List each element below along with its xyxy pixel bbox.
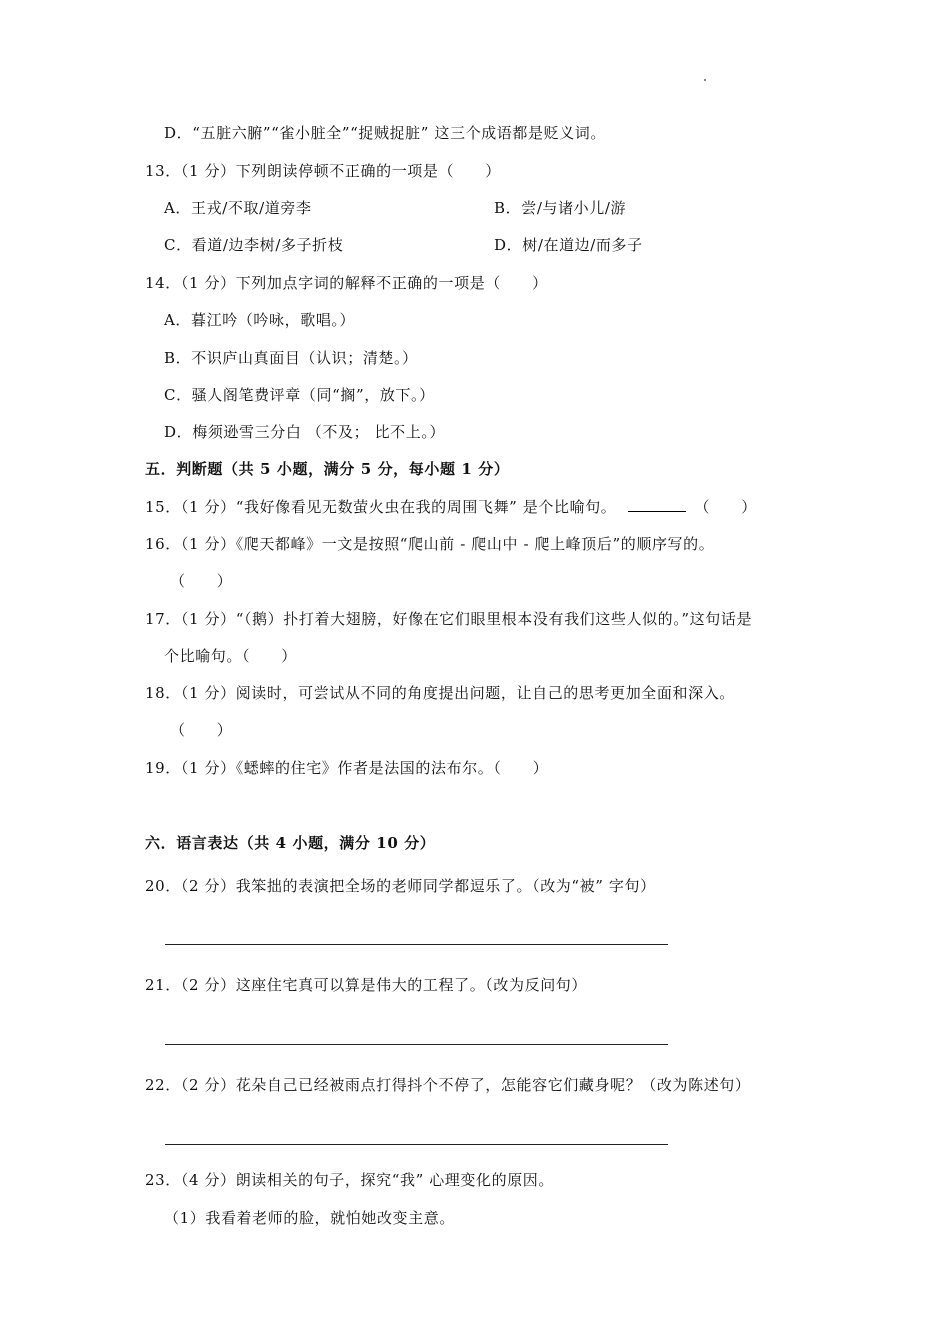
- q13-option-d: D．树/在道边/而多子: [494, 236, 643, 254]
- q15: [145, 497, 757, 517]
- q16-paren: （ ）: [170, 572, 233, 590]
- q18-stem: 18．（1 分）阅读时，可尝试从不同的角度提出问题，让自己的思考更加全面和深入。: [145, 684, 735, 702]
- q17-stem: 17．（1 分）“（鹅）扑打着大翅膀，好像在它们眼里根本没有我们这些人似的。”这句话是: [145, 610, 753, 628]
- q22-stem: 22．（2 分）花朵自己已经被雨点打得抖个不停了，怎能容它们藏身呢？（改为陈述句）: [145, 1076, 751, 1094]
- q23-sub-1: （1）我看着老师的脸，就怕她改变主意。: [164, 1209, 455, 1227]
- q20-answer-line[interactable]: [165, 944, 668, 945]
- section-5-title: 五．判断题（共 5 小题，满分 5 分，每小题 1 分）: [145, 460, 510, 478]
- page-mark: [704, 79, 706, 81]
- q21-stem: 21．（2 分）这座住宅真可以算是伟大的工程了。（改为反问句）: [145, 976, 588, 994]
- q23-stem: 23．（4 分）朗读相关的句子，探究“我” 心理变化的原因。: [145, 1171, 555, 1189]
- q14-option-d: D．梅须逊雪三分白 （不及； 比不上。）: [164, 423, 446, 441]
- q15-paren: （ ）: [694, 498, 757, 516]
- q15-stem: 15．（1 分）“我好像看见无数萤火虫在我的周围飞舞” 是个比喻句。: [145, 498, 617, 516]
- q12-option-d: D．“五脏六腑”“雀小脏全”“捉贼捉脏” 这三个成语都是贬义词。: [164, 124, 607, 142]
- q16-stem: 16．（1 分）《爬天都峰》一文是按照“爬山前 - 爬山中 - 爬上峰顶后”的顺序写的。: [145, 535, 715, 553]
- q21-answer-line[interactable]: [165, 1044, 668, 1045]
- q14-stem: 14．（1 分）下列加点字词的解释不正确的一项是（ ）: [145, 274, 548, 292]
- q19-stem: 19．（1 分）《蟋蟀的住宅》作者是法国的法布尔。（ ）: [145, 759, 549, 777]
- q17-cont: 个比喻句。（ ）: [164, 647, 297, 665]
- q14-option-a: A．暮江吟（吟咏，歌唱。）: [164, 311, 356, 329]
- q15-answer-blank[interactable]: [628, 497, 686, 512]
- q20-stem: 20．（2 分）我笨拙的表演把全场的老师同学都逗乐了。（改为“被” 字句）: [145, 877, 656, 895]
- q18-paren: （ ）: [170, 721, 233, 739]
- q14-option-c: C．骚人阁笔费评章（同“搁”，放下。）: [164, 386, 435, 404]
- q13-stem: 13．（1 分）下列朗读停顿不正确的一项是（ ）: [145, 162, 501, 180]
- q13-option-b: B．尝/与诸小儿/游: [494, 199, 627, 217]
- q13-option-a: A．王戎/不取/道旁李: [164, 199, 312, 217]
- q22-answer-line[interactable]: [165, 1144, 668, 1145]
- section-6-title: 六．语言表达（共 4 小题，满分 10 分）: [145, 834, 436, 852]
- q13-option-c: C．看道/边李树/多子折枝: [164, 236, 344, 254]
- q14-option-b: B．不识庐山真面目（认识；清楚。）: [164, 349, 418, 367]
